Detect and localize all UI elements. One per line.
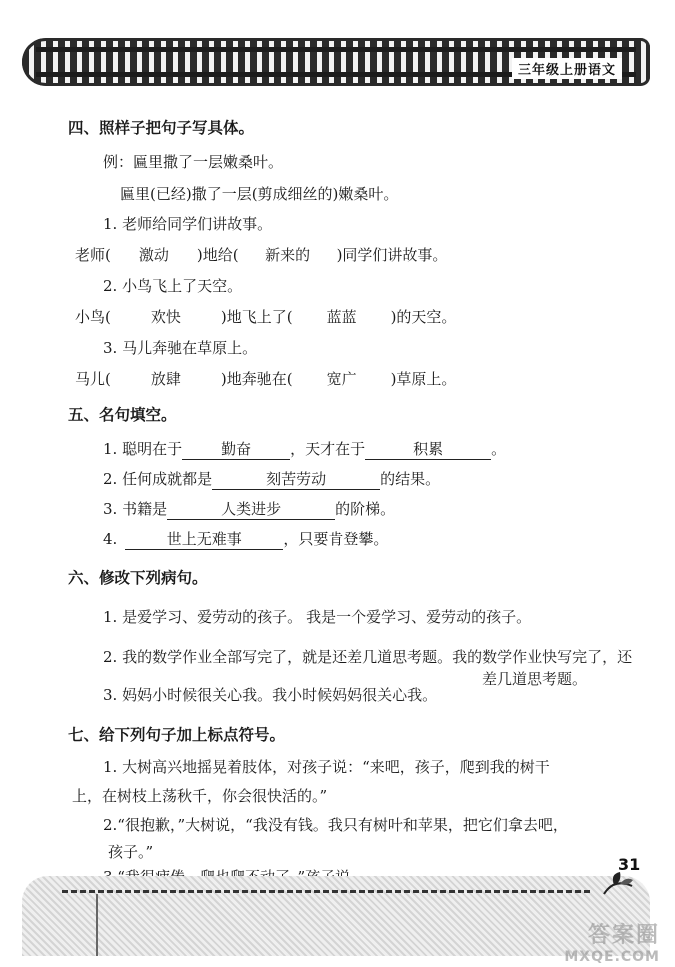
section6-heading: 六、修改下列病句。 xyxy=(68,569,208,587)
s6-q2-answer-line1: 我的数学作业快写完了，还 xyxy=(452,648,633,666)
header-banner xyxy=(22,38,650,86)
footer-dashed-rule xyxy=(62,890,590,893)
s5-q2 xyxy=(103,468,440,490)
s4-q1-prompt: 1. 老师给同学们讲故事。 xyxy=(103,215,273,233)
s4-q3-answer-line xyxy=(75,368,456,389)
s5-q3 xyxy=(103,498,395,520)
s4-q3-answer1: 放肆 xyxy=(150,370,181,388)
s6-q2-answer-line2: 差几道思考题。 xyxy=(482,670,588,688)
s5-q3-part2: 的阶梯。 xyxy=(335,500,396,518)
s7-q2-line1: 2.“很抱歉，”大树说，“我没有钱。我只有树叶和苹果，把它们拿去吧， xyxy=(103,816,568,834)
s5-q1-part3: 。 xyxy=(491,440,507,458)
s5-q3-part1: 3. 书籍是 xyxy=(103,500,168,518)
s5-q1-part1: 1. 聪明在于 xyxy=(103,440,183,458)
page-number: 31 xyxy=(618,855,641,874)
s6-q1-prompt: 1. 是爱学习、爱劳动的孩子。 xyxy=(103,608,303,626)
s4-q3-part3: )草原上。 xyxy=(390,370,457,388)
section7-heading: 七、给下列句子加上标点符号。 xyxy=(68,726,286,744)
watermark-sub: MXQE.COM xyxy=(564,949,660,965)
watermark-main: 答案圈 xyxy=(587,923,660,948)
s5-q4-answer1: 世上无难事 xyxy=(125,528,283,550)
s4-q2-part3: )的天空。 xyxy=(390,308,457,326)
s5-q3-answer1: 人类进步 xyxy=(167,498,335,520)
s6-q2 xyxy=(103,646,632,667)
s5-q2-part2: 的结果。 xyxy=(380,470,441,488)
example-label: 例： xyxy=(103,153,134,171)
s4-q3-prompt: 3. 马儿奔驰在草原上。 xyxy=(103,339,258,357)
header-title: 三年级上册语文 xyxy=(512,58,622,79)
s5-q1-answer1: 勤奋 xyxy=(182,438,290,460)
s4-q1-answer1: 激动 xyxy=(138,246,169,264)
s6-q3 xyxy=(103,684,437,705)
s7-q2-line2: 孩子。” xyxy=(108,843,154,861)
s4-q2-part2: )地飞上了( xyxy=(220,308,293,326)
s4-q2-answer1: 欢快 xyxy=(150,308,181,326)
s5-q4-part1: 4. xyxy=(103,530,118,548)
s4-q1-answer2: 新来的 xyxy=(265,246,311,264)
s4-q1-part2: )地给( xyxy=(196,246,239,264)
banner-rail-top xyxy=(36,47,636,52)
example-expanded: 匾里(已经)撒了一层(剪成细丝的)嫩桑叶。 xyxy=(120,185,399,203)
s4-q1-part1: 老师( xyxy=(75,246,111,264)
s7-q1-line2: 上，在树枝上荡秋千，你会很快活的。” xyxy=(72,787,328,805)
section4-heading: 四、照样子把句子写具体。 xyxy=(68,119,255,137)
s5-q2-answer1: 刻苦劳动 xyxy=(212,468,380,490)
s7-q1-line1: 1. 大树高兴地摇晃着肢体，对孩子说：“来吧，孩子，爬到我的树干 xyxy=(103,758,550,776)
s4-q2-answer2: 蓝蓝 xyxy=(326,308,357,326)
section5-heading: 五、名句填空。 xyxy=(68,406,177,424)
s4-q3-part1: 马儿( xyxy=(75,370,111,388)
s5-q1-part2: ，天才在于 xyxy=(290,440,366,458)
s5-q4 xyxy=(103,528,388,550)
s4-q1-answer-line xyxy=(75,244,447,265)
s4-q1-part3: )同学们讲故事。 xyxy=(336,246,448,264)
s6-q1 xyxy=(103,606,531,627)
example-plain: 匾里撒了一层嫩桑叶。 xyxy=(133,153,284,171)
s4-q2-prompt: 2. 小鸟飞上了天空。 xyxy=(103,277,243,295)
s5-q2-part1: 2. 任何成就都是 xyxy=(103,470,213,488)
s4-q2-part1: 小鸟( xyxy=(75,308,111,326)
watermark-logo xyxy=(548,918,660,965)
s6-q3-answer: 我小时候妈妈很关心我。 xyxy=(272,686,438,704)
s6-q1-answer: 我是一个爱学习、爱劳动的孩子。 xyxy=(306,608,532,626)
footer-vertical-rule xyxy=(96,894,98,956)
s4-q3-part2: )地奔驰在( xyxy=(220,370,293,388)
s5-q1 xyxy=(103,438,506,460)
s6-q3-prompt: 3. 妈妈小时候很关心我。 xyxy=(103,686,273,704)
s4-q3-answer2: 宽广 xyxy=(326,370,357,388)
section4-example xyxy=(103,151,283,172)
s6-q2-prompt: 2. 我的数学作业全部写完了，就是还差几道思考题。 xyxy=(103,648,453,666)
s5-q4-part2: ，只要肯登攀。 xyxy=(283,530,389,548)
s4-q2-answer-line xyxy=(75,306,456,327)
s5-q1-answer2: 积累 xyxy=(365,438,491,460)
